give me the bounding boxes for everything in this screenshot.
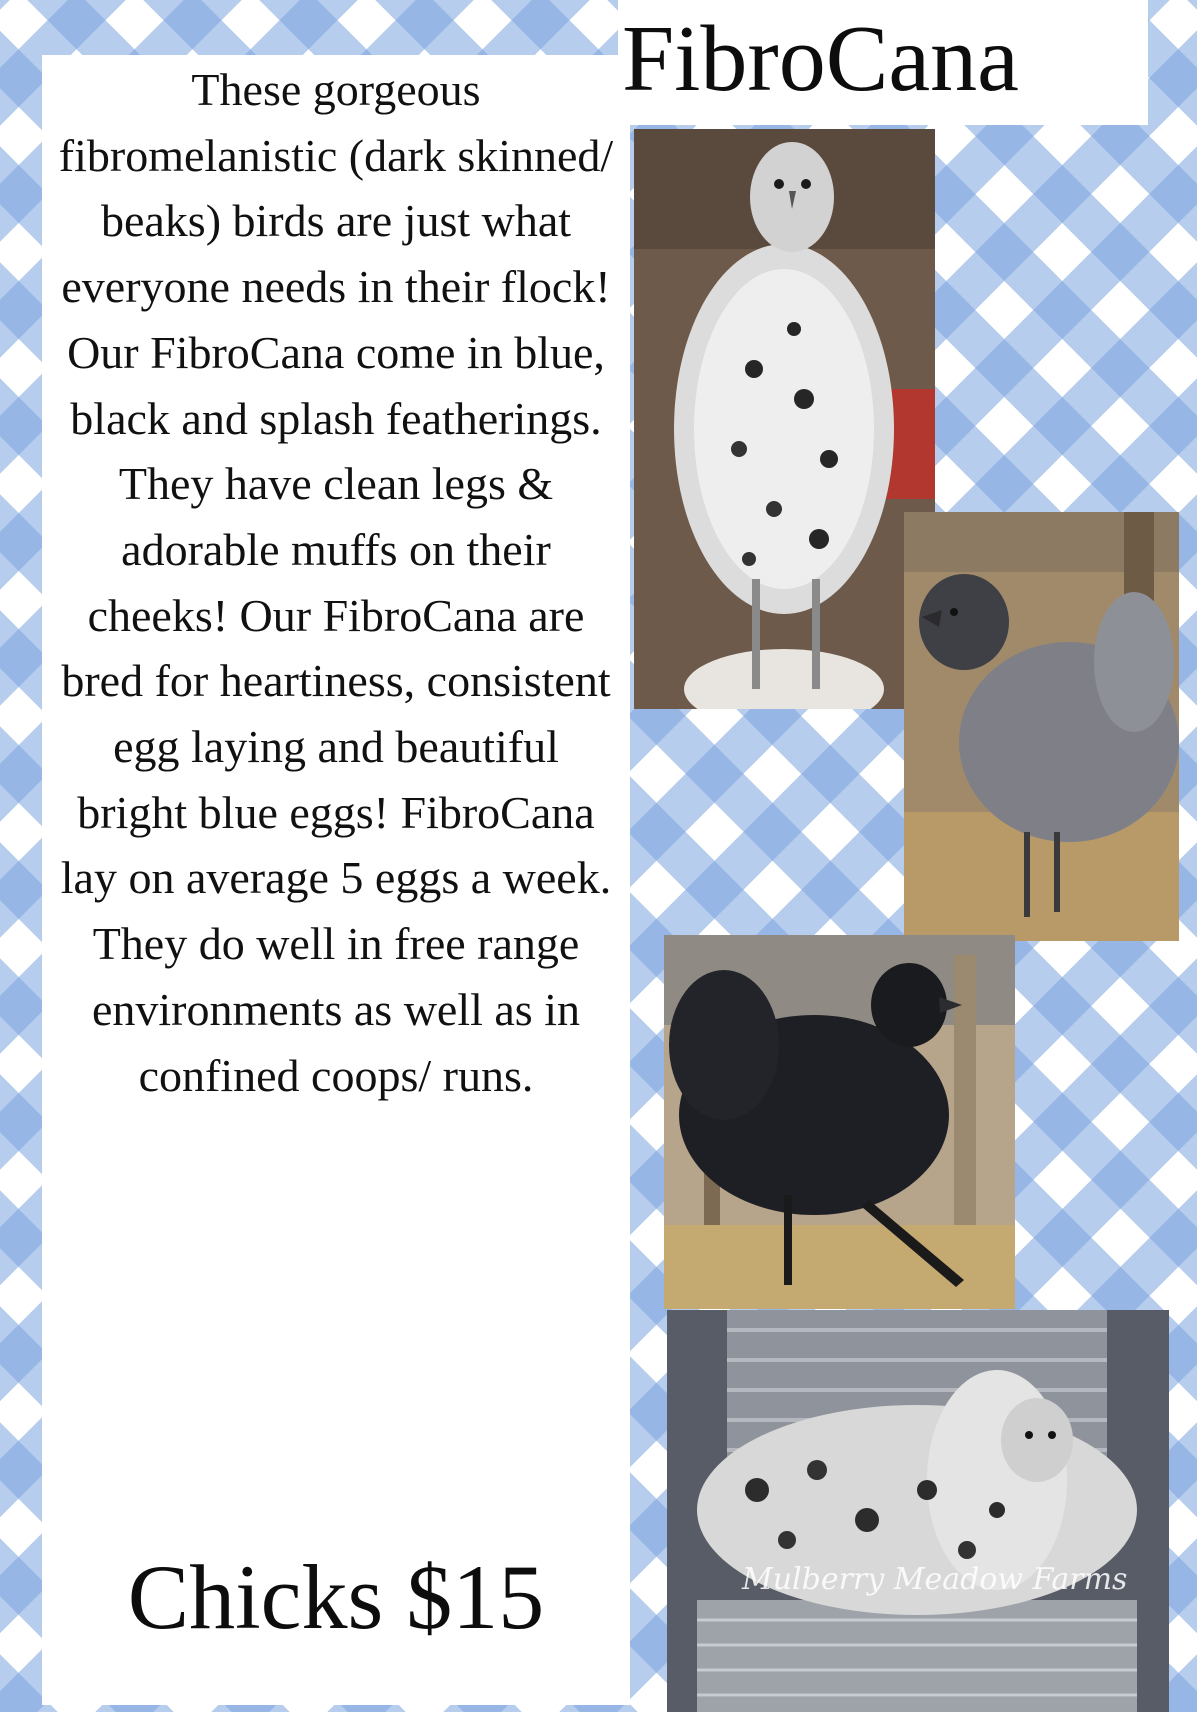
chick-price: Chicks $15 — [127, 1546, 545, 1648]
splash-hen-chair-photo — [667, 1310, 1169, 1712]
breed-description: These gorgeous fibromelanistic (dark skinned/ beaks) birds are just what everyone needs in their flock! Our FibroCana come in blue, black and splash featherings. They have clean legs & adorable muffs on their cheeks! Our FibroCana are bred for heartiness, consistent egg laying and beautiful bright blue eggs! FibroCana lay on average 5 eggs a week. They do well in free range environments as well as in confined coops/ runs. — [58, 64, 614, 1101]
page-title: FibroCana — [622, 7, 1019, 111]
black-hen-photo — [664, 935, 1015, 1309]
blue-hen-photo — [904, 512, 1179, 941]
farm-watermark: Mulberry Meadow Farms — [742, 1562, 1128, 1597]
splash-hen-standing-photo — [634, 129, 935, 709]
